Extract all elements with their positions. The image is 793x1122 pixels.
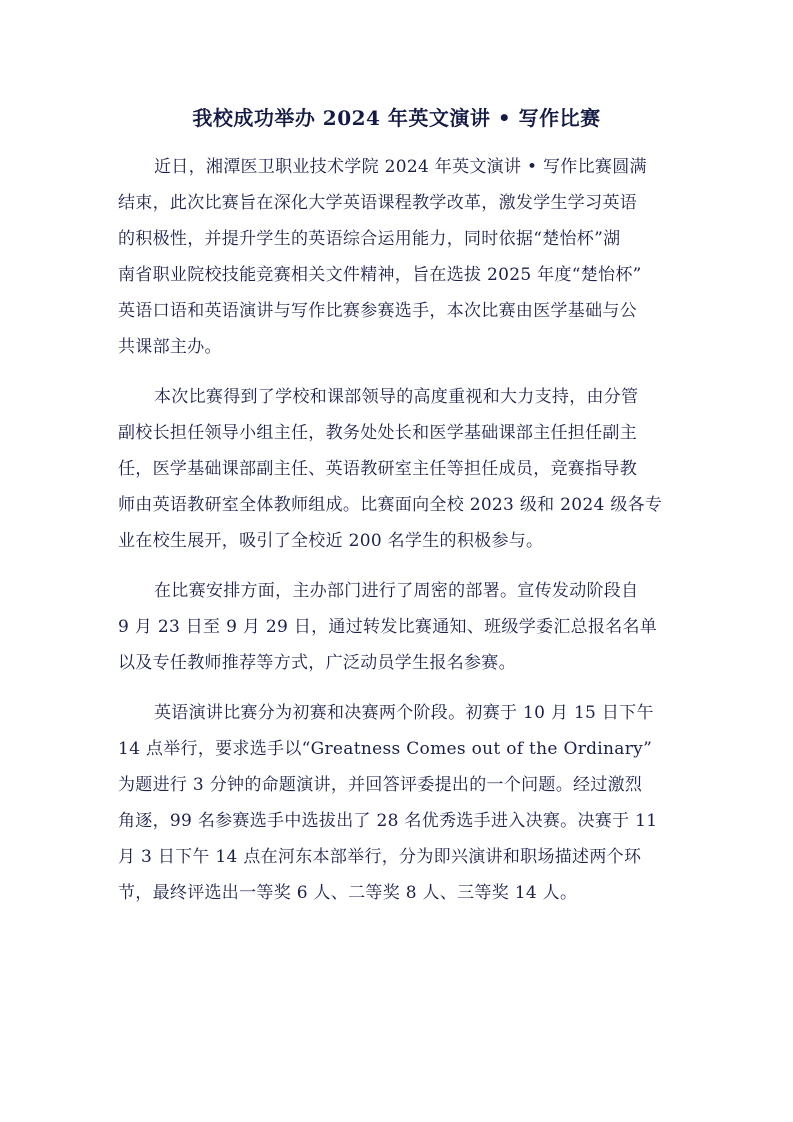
text-line: 月 3 日下午 14 点在河东本部举行，分为即兴演讲和职场描述两个环: [118, 847, 642, 867]
text-line: 南省职业院校技能竞赛相关文件精神，旨在选拔 2025 年度“楚怡杯”: [118, 265, 642, 285]
text-line: 结束，此次比赛旨在深化大学英语课程教学改革，激发学生学习英语: [118, 193, 637, 213]
paragraph: [118, 379, 680, 559]
text-line: 副校长担任领导小组主任，教务处处长和医学基础课部主任担任副主: [118, 423, 637, 443]
paragraph: [118, 695, 680, 911]
text-line: 任，医学基础课部副主任、英语教研室主任等担任成员，竞赛指导教: [118, 459, 637, 479]
text-line: 共课部主办。: [118, 337, 222, 357]
text-line: 以及专任教师推荐等方式，广泛动员学生报名参赛。: [118, 653, 516, 673]
text-line: 业在校生展开，吸引了全校近 200 名学生的积极参与。: [118, 531, 544, 551]
text-line: 近日，湘潭医卫职业技术学院 2024 年英文演讲 • 写作比赛圆满: [154, 157, 647, 177]
text-line: 的积极性，并提升学生的英语综合运用能力，同时依据“楚怡杯”湖: [118, 229, 621, 249]
text-line: 14 点举行，要求选手以“Greatness Comes out of the Ordinary”: [118, 739, 653, 759]
paragraph: [118, 573, 680, 681]
paragraph: [118, 149, 680, 365]
text-line: 英语演讲比赛分为初赛和决赛两个阶段。初赛于 10 月 15 日下午: [154, 703, 654, 723]
text-line: 9 月 23 日至 9 月 29 日，通过转发比赛通知、班级学委汇总报名名单: [118, 617, 658, 637]
text-line: 角逐，99 名参赛选手中选拔出了 28 名优秀选手进入决赛。决赛于 11: [118, 811, 658, 831]
article-body: [118, 149, 680, 911]
text-line: 英语口语和英语演讲与写作比赛参赛选手，本次比赛由医学基础与公: [118, 301, 637, 321]
article-title: 我校成功举办 2024 年英文演讲 • 写作比赛: [192, 106, 601, 130]
text-line: 为题进行 3 分钟的命题演讲，并回答评委提出的一个问题。经过激烈: [118, 775, 643, 795]
text-line: 本次比赛得到了学校和课部领导的高度重视和大力支持，由分管: [154, 387, 639, 407]
text-line: 节，最终评选出一等奖 6 人、二等奖 8 人、三等奖 14 人。: [118, 883, 578, 903]
text-line: 师由英语教研室全体教师组成。比赛面向全校 2023 级和 2024 级各专: [118, 495, 663, 515]
text-line: 在比赛安排方面，主办部门进行了周密的部署。宣传发动阶段自: [154, 581, 639, 601]
